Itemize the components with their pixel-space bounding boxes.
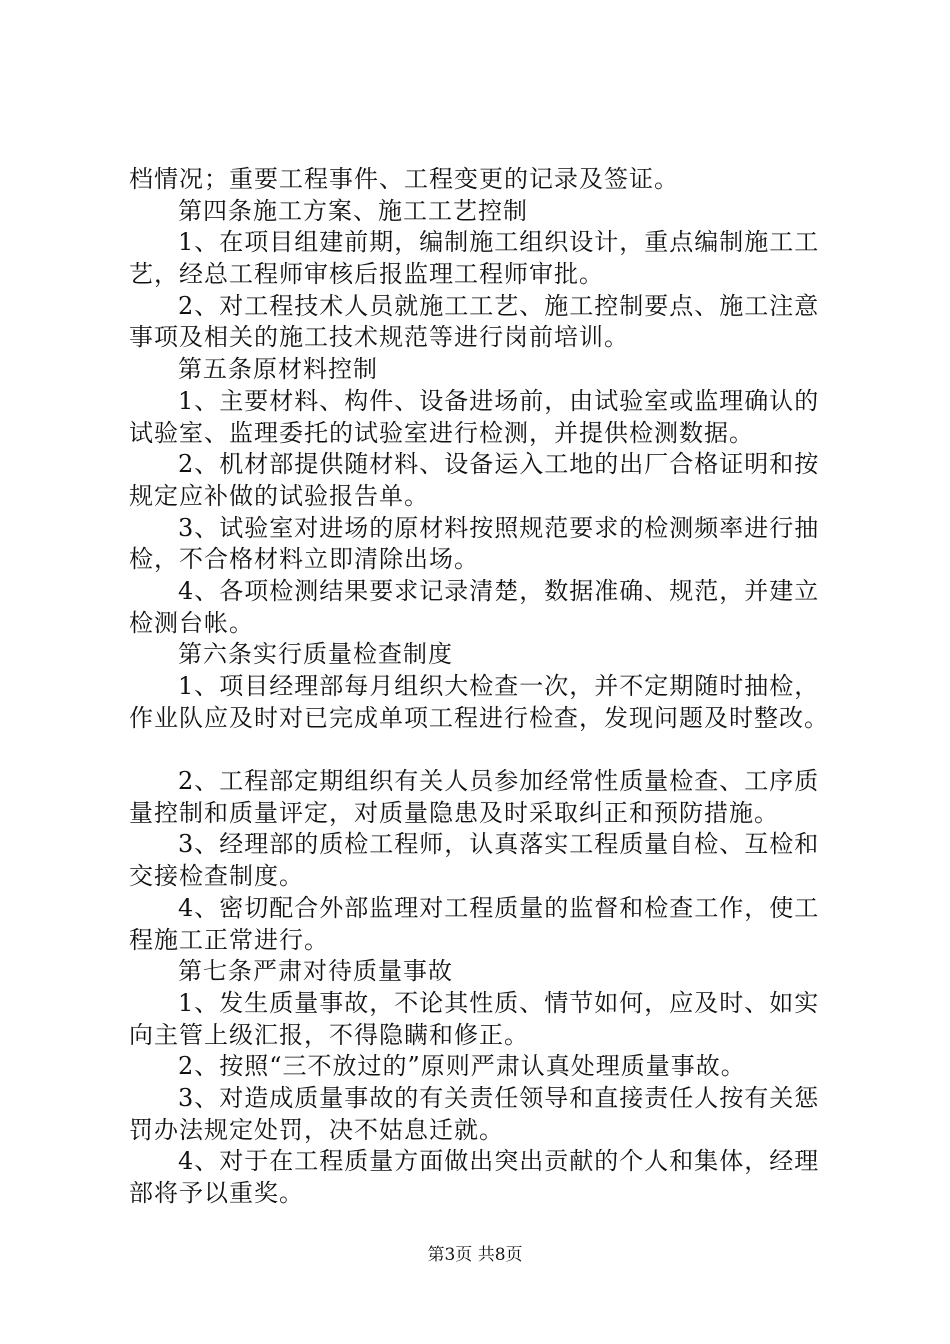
text-line: 4、密切配合外部监理对工程质量的监督和检查工作，使工 [178, 893, 820, 922]
text-line: 4、各项检测结果要求记录清楚，数据准确、规范，并建立 [178, 576, 820, 605]
text-line: 1、主要材料、构件、设备进场前，由试验室或监理确认的 [178, 386, 820, 415]
text-line: 2、对工程技术人员就施工工艺、施工控制要点、施工注意 [178, 291, 820, 320]
text-line: 档情况；重要工程事件、工程变更的记录及签证。 [129, 165, 679, 193]
text-line: 3、对造成质量事故的有关责任领导和直接责任人按有关惩 [178, 1083, 820, 1112]
text-line: 2、机材部提供随材料、设备运入工地的出厂合格证明和按 [178, 450, 820, 479]
text-line: 作业队应及时对已完成单项工程进行检查，发现问题及时整改。 [129, 703, 829, 732]
text-line: 4、对于在工程质量方面做出突出贡献的个人和集体，经理 [178, 1147, 820, 1176]
text-line: 试验室、监理委托的试验室进行检测，并提供检测数据。 [129, 418, 754, 447]
text-line: 规定应补做的试验报告单。 [129, 481, 429, 510]
text-line: 检测台帐。 [129, 608, 254, 637]
text-line: 罚办法规定处罚，决不姑息迁就。 [129, 1115, 504, 1144]
text-line: 1、发生质量事故，不论其性质、情节如何，应及时、如实 [178, 988, 820, 1017]
text-line: 量控制和质量评定，对质量隐患及时采取纠正和预防措施。 [129, 798, 779, 827]
text-line: 3、经理部的质检工程师，认真落实工程质量自检、互检和 [178, 830, 820, 859]
text-line: 检，不合格材料立即清除出场。 [129, 545, 479, 574]
text-line: 第四条施工方案、施工工艺控制 [178, 196, 528, 225]
text-line: 交接检查制度。 [129, 862, 304, 891]
text-line: 向主管上级汇报，不得隐瞒和修正。 [129, 1020, 529, 1049]
document-body [129, 164, 829, 1210]
blank-line [129, 734, 829, 766]
page-footer: 第3页 共8页 [427, 1245, 523, 1265]
text-line: 3、试验室对进场的原材料按照规范要求的检测频率进行抽 [178, 513, 820, 542]
text-line: 艺，经总工程师审核后报监理工程师审批。 [129, 260, 604, 289]
text-line: 1、项目经理部每月组织大检查一次，并不定期随时抽检， [178, 672, 820, 700]
text-line: 1、在项目组建前期，编制施工组织设计，重点编制施工工 [178, 228, 820, 257]
text-line: 第六条实行质量检查制度 [178, 640, 453, 669]
text-line: 第五条原材料控制 [178, 355, 378, 384]
text-line: 程施工正常进行。 [129, 925, 329, 954]
text-line: 部将予以重奖。 [129, 1179, 304, 1207]
text-line: 2、工程部定期组织有关人员参加经常性质量检查、工序质 [178, 767, 820, 796]
text-line: 事项及相关的施工技术规范等进行岗前培训。 [129, 323, 629, 352]
text-line: 第七条严肃对待质量事故 [178, 957, 453, 986]
text-line: 2、按照“三不放过的”原则严肃认真处理质量事故。 [178, 1052, 746, 1081]
